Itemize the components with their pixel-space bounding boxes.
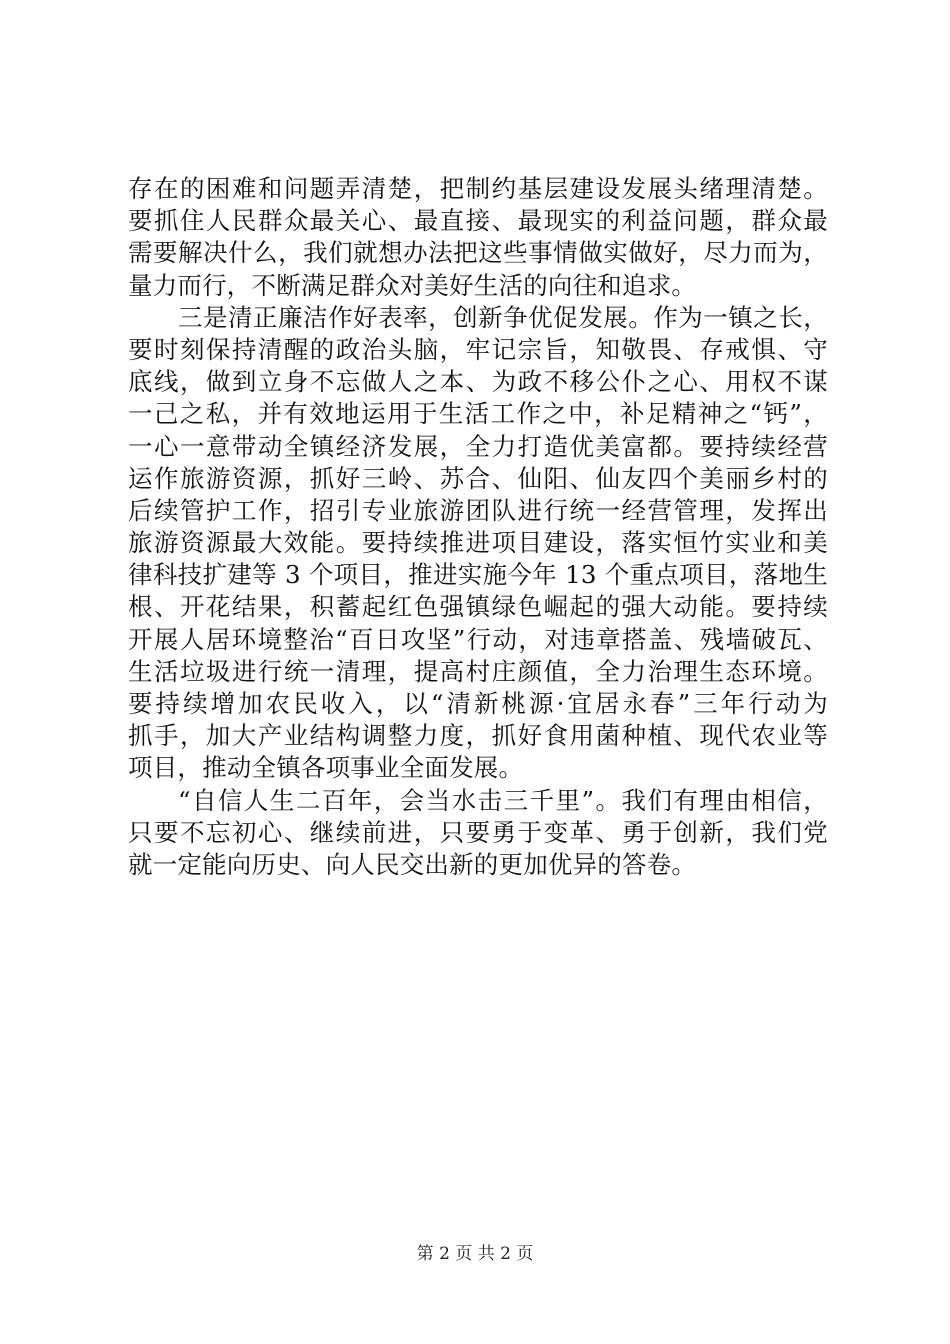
text-line: 要时刻保持清醒的政治头脑，牢记宗旨，知敬畏、存戒惧、守 xyxy=(128,334,828,364)
paragraph-start-line: “自信人生二百年，会当水击三千里”。我们有理由相信， xyxy=(178,785,828,815)
page-number-footer: 第 2 页 共 2 页 xyxy=(416,1244,534,1264)
text-line: 就一定能向历史、向人民交出新的更加优异的答卷。 xyxy=(128,849,697,879)
text-line: 一己之私，并有效地运用于生活工作之中，补足精神之“钙”， xyxy=(128,399,828,429)
text-line: 只要不忘初心、继续前进，只要勇于变革、勇于创新，我们党 xyxy=(128,817,828,847)
paragraph-start-line: 三是清正廉洁作好表率，创新争优促发展。作为一镇之长， xyxy=(178,302,828,332)
text-line: 一心一意带动全镇经济发展，全力打造优美富都。要持续经营 xyxy=(128,431,828,461)
text-line: 存在的困难和问题弄清楚，把制约基层建设发展头绪理清楚。 xyxy=(128,174,828,203)
text-line: 量力而行，不断满足群众对美好生活的向往和追求。 xyxy=(128,270,697,300)
text-line: 后续管护工作，招引专业旅游团队进行统一经营管理，发挥出 xyxy=(128,495,828,525)
text-line: 要抓住人民群众最关心、最直接、最现实的利益问题，群众最 xyxy=(128,206,828,236)
text-line: 要持续增加农民收入，以“清新桃源·宜居永春”三年行动为 xyxy=(128,689,828,718)
text-line: 根、开花结果，积蓄起红色强镇绿色崛起的强大动能。要持续 xyxy=(128,592,828,622)
text-line: 项目，推动全镇各项事业全面发展。 xyxy=(128,753,524,783)
document-body xyxy=(128,173,828,881)
text-line: 生活垃圾进行统一清理，提高村庄颜值，全力治理生态环境。 xyxy=(128,656,828,686)
text-line: 抓手，加大产业结构调整力度，抓好食用菌种植、现代农业等 xyxy=(128,721,828,751)
text-line: 律科技扩建等 3 个项目，推进实施今年 13 个重点项目，落地生 xyxy=(128,560,828,590)
text-line: 需要解决什么，我们就想办法把这些事情做实做好，尽力而为， xyxy=(128,238,828,268)
text-line: 开展人居环境整治“百日攻坚”行动，对违章搭盖、残墙破瓦、 xyxy=(128,624,828,654)
text-line: 运作旅游资源，抓好三岭、苏合、仙阳、仙友四个美丽乡村的 xyxy=(128,463,828,493)
text-line: 底线，做到立身不忘做人之本、为政不移公仆之心、用权不谋 xyxy=(128,367,828,397)
text-line: 旅游资源最大效能。要持续推进项目建设，落实恒竹实业和美 xyxy=(128,528,828,558)
